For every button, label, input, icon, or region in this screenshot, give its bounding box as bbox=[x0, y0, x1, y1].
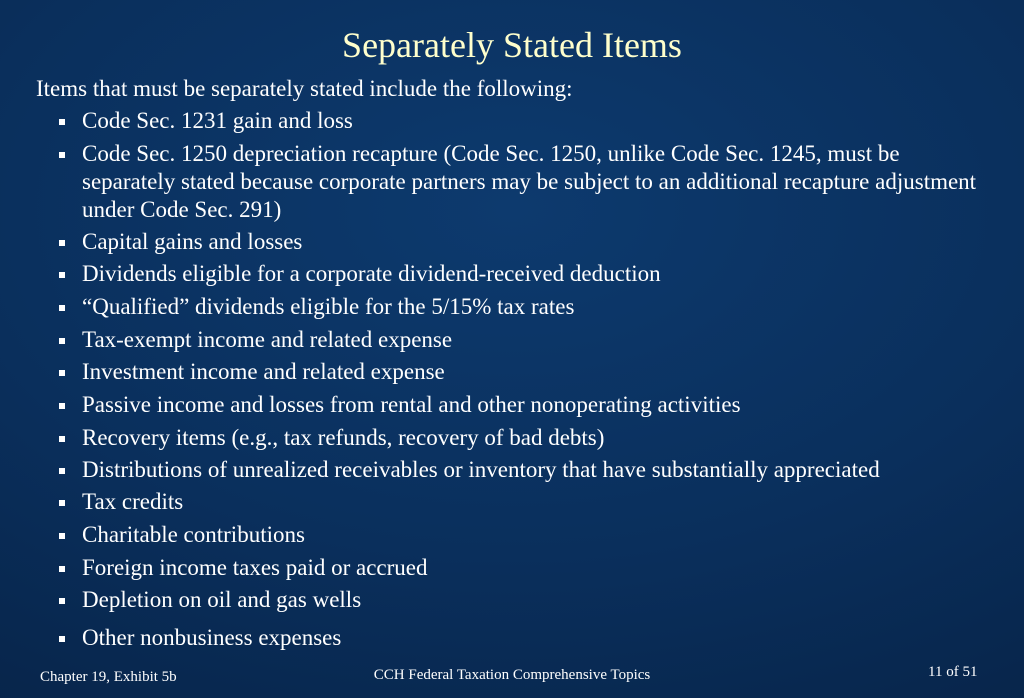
square-bullet-icon bbox=[59, 468, 65, 474]
list-item bbox=[82, 358, 987, 386]
list-item-text: “Qualified” dividends eligible for the 5/15% tax rates bbox=[82, 294, 575, 319]
list-item bbox=[82, 107, 987, 135]
square-bullet-icon bbox=[59, 436, 65, 442]
square-bullet-icon bbox=[59, 240, 65, 246]
list-item-text: Code Sec. 1250 depreciation recapture (Code Sec. 1250, unlike Code Sec. 1245, must be separately stated because corporate partners may be subject to an additional recapture adjustment under Code Sec. 291) bbox=[82, 141, 977, 222]
list-item bbox=[82, 554, 987, 582]
square-bullet-icon bbox=[59, 338, 65, 344]
list-item-text: Passive income and losses from rental and other nonoperating activities bbox=[82, 392, 741, 417]
list-item-text: Dividends eligible for a corporate dividend-received deduction bbox=[82, 261, 661, 286]
footer-course-title: CCH Federal Taxation Comprehensive Topics bbox=[373, 667, 651, 683]
list-item bbox=[82, 624, 987, 652]
list-item bbox=[82, 456, 987, 484]
list-item-text: Charitable contributions bbox=[82, 522, 305, 547]
list-item-text: Distributions of unrealized receivables or inventory that have substantially appreciated bbox=[82, 457, 880, 482]
list-item bbox=[82, 424, 987, 452]
footer-chapter: Chapter 19, Exhibit 5b bbox=[40, 669, 177, 685]
list-item-text: Capital gains and losses bbox=[82, 229, 303, 254]
square-bullet-icon bbox=[59, 500, 65, 506]
square-bullet-icon bbox=[59, 272, 65, 278]
list-item bbox=[82, 391, 987, 419]
square-bullet-icon bbox=[59, 636, 65, 642]
intro-text: Items that must be separately stated include the following: bbox=[36, 76, 573, 101]
list-item-text: Investment income and related expense bbox=[82, 359, 445, 384]
list-item bbox=[82, 586, 987, 614]
list-item-text: Code Sec. 1231 gain and loss bbox=[82, 108, 353, 133]
list-item-text: Tax-exempt income and related expense bbox=[82, 327, 453, 352]
square-bullet-icon bbox=[59, 598, 65, 604]
square-bullet-icon bbox=[59, 403, 65, 409]
list-item-text: Other nonbusiness expenses bbox=[82, 625, 342, 650]
square-bullet-icon bbox=[59, 119, 65, 125]
list-item bbox=[82, 228, 987, 256]
square-bullet-icon bbox=[59, 305, 65, 311]
slide-title: Separately Stated Items bbox=[342, 25, 682, 65]
square-bullet-icon bbox=[59, 370, 65, 376]
list-item bbox=[82, 293, 987, 321]
list-item-text: Foreign income taxes paid or accrued bbox=[82, 555, 428, 580]
list-item-text: Tax credits bbox=[82, 489, 184, 514]
list-item bbox=[82, 326, 987, 354]
footer-page-number: 11 of 51 bbox=[928, 664, 978, 680]
list-item bbox=[82, 488, 987, 516]
list-item bbox=[82, 140, 987, 224]
square-bullet-icon bbox=[59, 152, 65, 158]
list-item bbox=[82, 521, 987, 549]
square-bullet-icon bbox=[59, 533, 65, 539]
list-item bbox=[82, 260, 987, 288]
list-item-text: Depletion on oil and gas wells bbox=[82, 587, 362, 612]
list-item-text: Recovery items (e.g., tax refunds, recovery of bad debts) bbox=[82, 425, 605, 450]
square-bullet-icon bbox=[59, 566, 65, 572]
